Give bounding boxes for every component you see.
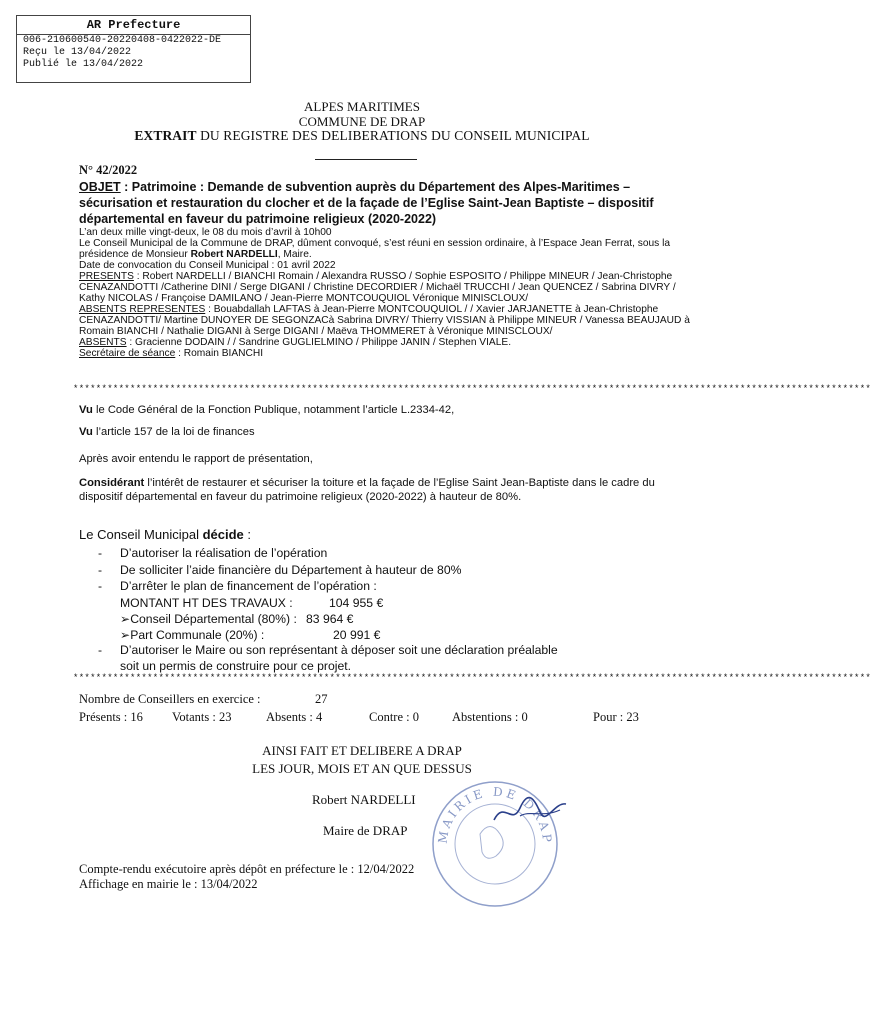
councillors-value: 27 [315, 692, 328, 706]
signature [490, 790, 570, 830]
represented-label: ABSENTS REPRESENTES [79, 304, 206, 315]
session-convened [79, 238, 699, 260]
commune-heading: COMMUNE DE DRAP [298, 114, 426, 129]
convocation-date: Date de convocation du Conseil Municipal : 01 avril 2022 [79, 260, 336, 271]
prefecture-stamp [16, 15, 251, 83]
object-label: OBJET [79, 180, 121, 194]
considering-text: l’intérêt de restaurer et sécuriser la toiture et la façade de l’Eglise Saint Jean-Baptiste dans le cadre du dispositif départemental en faveur du patrimoine religieux (2020-2022) à hauteur de 80%. [79, 477, 655, 503]
absents-list [79, 337, 699, 348]
financing-total-label: MONTANT HT DES TRAVAUX : [120, 596, 293, 610]
separator-top: ******************************************************************************************************************************************** [73, 384, 871, 394]
vu-code [79, 403, 699, 417]
vote-abstentions: Abstentions : 0 [452, 710, 528, 724]
stamp-received-date: Reçu le 13/04/2022 [23, 47, 132, 58]
decision-intro [79, 527, 251, 542]
secretary-text: : Romain BIANCHI [175, 348, 264, 359]
decision-item-continuation: soit un permis de construire pour ce projet. [120, 659, 351, 673]
session-date: L’an deux mille vingt-deux, le 08 du mois d’avril à 10h00 [79, 227, 332, 238]
closing-line-2: LES JOUR, MOIS ET AN QUE DESSUS [252, 761, 472, 776]
vote-absents: Absents : 4 [266, 710, 323, 724]
considering-label: Considérant [79, 477, 145, 489]
mayor-name: Robert NARDELLI [190, 249, 278, 260]
posting-date: Affichage en mairie le : 13/04/2022 [79, 877, 258, 891]
decision-item: - De solliciter l’aide financière du Département à hauteur de 80% [98, 563, 462, 577]
report-heard: Après avoir entendu le rapport de présentation, [79, 453, 313, 465]
session-details [79, 227, 699, 359]
vote-pour: Pour : 23 [593, 710, 639, 724]
vote-votants: Votants : 23 [172, 710, 232, 724]
signer-name: Robert NARDELLI [312, 792, 416, 807]
executory-report: Compte-rendu exécutoire après dépôt en préfecture le : 12/04/2022 [79, 862, 415, 876]
stamp-published-date: Publié le 13/04/2022 [23, 59, 144, 70]
decision-item: - D’autoriser le Maire ou son représentant à déposer soit une déclaration préalable [98, 643, 558, 657]
financing-commune-value: 20 991 € [333, 628, 381, 642]
heading-divider [315, 159, 417, 160]
closing-line-1: AINSI FAIT ET DELIBERE A DRAP [262, 743, 462, 758]
decision-intro-text: Le Conseil Municipal [79, 527, 203, 542]
represented-list [79, 304, 699, 337]
vu-label: Vu [79, 404, 93, 416]
deliberation-number: N° 42/2022 [79, 163, 138, 177]
register-heading-bold: EXTRAIT [134, 128, 197, 143]
decision-item-text: De solliciter l’aide financière du Département à hauteur de 80% [120, 563, 462, 577]
presents-list [79, 271, 699, 304]
decision-item: - D’arrêter le plan de financement de l’opération : [98, 579, 377, 593]
register-heading-rest: DU REGISTRE DES DELIBERATIONS DU CONSEIL MUNICIPAL [196, 128, 590, 143]
decision-colon: : [243, 527, 251, 542]
vu-finance-text: l’article 157 de la loi de finances [92, 426, 255, 438]
financing-commune-label: ➢Part Communale (20%) : [120, 628, 265, 642]
considering [79, 476, 699, 504]
absents-text: : Gracienne DODAIN / / Sandrine GUGLIELMINO / Philippe JANIN / Stephen VIALE. [126, 337, 512, 348]
deliberation-object [79, 179, 689, 227]
convened-end: , Maire. [277, 249, 312, 260]
financing-department-value: 83 964 € [306, 612, 354, 626]
vu-label-2: Vu [79, 426, 93, 438]
vu-code-text: le Code Général de la Fonction Publique, notamment l’article L.2334-42, [92, 404, 455, 416]
vote-contre: Contre : 0 [369, 710, 419, 724]
separator-bottom: ******************************************************************************************************************************************** [73, 673, 871, 683]
vu-finance-law [79, 425, 699, 439]
councillors-label: Nombre de Conseillers en exercice : [79, 692, 261, 706]
decision-keyword: décide [202, 527, 244, 542]
represented-text: : Bouabdallah LAFTAS à Jean-Pierre MONTCOUQUIOL / / Xavier JARJANETTE à Jean-Christophe CENAZANDOTTI/ Martine DUNOYER DE SEGONZACà Sabrina DIVRY/ Thierry VISSIAN à Philippe MINEUR / Vanessa BEAUJAUD à Romain BIANCHI / Nathalie DIGANI à Serge DIGANI / Maëva THOMMERET à Véronique MINISCLOUX/ [79, 304, 690, 337]
object-text: : Patrimoine : Demande de subvention auprès du Département des Alpes-Maritimes – sécurisation et restauration du clocher et de la façade de l’Eglise Saint-Jean Baptiste – dispositif départemental en faveur du patrimoine religieux (2020-2022) [79, 180, 654, 226]
financing-total-value: 104 955 € [329, 596, 384, 610]
vote-presents: Présents : 16 [79, 710, 143, 724]
department-heading: ALPES MARITIMES [304, 99, 420, 114]
absents-label: ABSENTS [79, 337, 127, 348]
decision-item-text: D’autoriser la réalisation de l’opération [120, 546, 328, 560]
secretary [79, 348, 699, 359]
seal-text: MAIRIE DE DRAP [435, 784, 555, 846]
decision-item: - D’autoriser la réalisation de l’opération [98, 546, 328, 560]
signer-role: Maire de DRAP [323, 823, 408, 838]
stamp-title: AR Prefecture [17, 16, 250, 35]
register-heading [0, 128, 724, 144]
secretary-label: Secrétaire de séance [79, 348, 176, 359]
financing-department-label: ➢Conseil Départemental (80%) : [120, 612, 297, 626]
decision-item-text: D’arrêter le plan de financement de l’opération : [120, 579, 377, 593]
decision-item-text: D’autoriser le Maire ou son représentant à déposer soit une déclaration préalable [120, 643, 558, 657]
presents-label: PRESENTS [79, 271, 134, 282]
presents-text: : Robert NARDELLI / BIANCHI Romain / Alexandra RUSSO / Sophie ESPOSITO / Philippe MINEUR / Jean-Christophe CENAZANDOTTI /Catherine DINI / Serge DIGANI / Christine DECORDIER / Michaël TRUCCHI / Jean QUENCEZ / Sabrina DIVRY / Kathy NICOLAS / Françoise DAMILANO / Jean-Pierre MONTCOUQUIOL Véronique MINISCLOUX/ [79, 271, 676, 304]
convened-text: Le Conseil Municipal de la Commune de DRAP, dûment convoqué, s’est réuni en session ordinaire, à l’Espace Jean Ferrat, sous la présidence de Monsieur [79, 238, 671, 260]
stamp-reference: 006-210600540-20220408-0422022-DE [23, 35, 222, 46]
